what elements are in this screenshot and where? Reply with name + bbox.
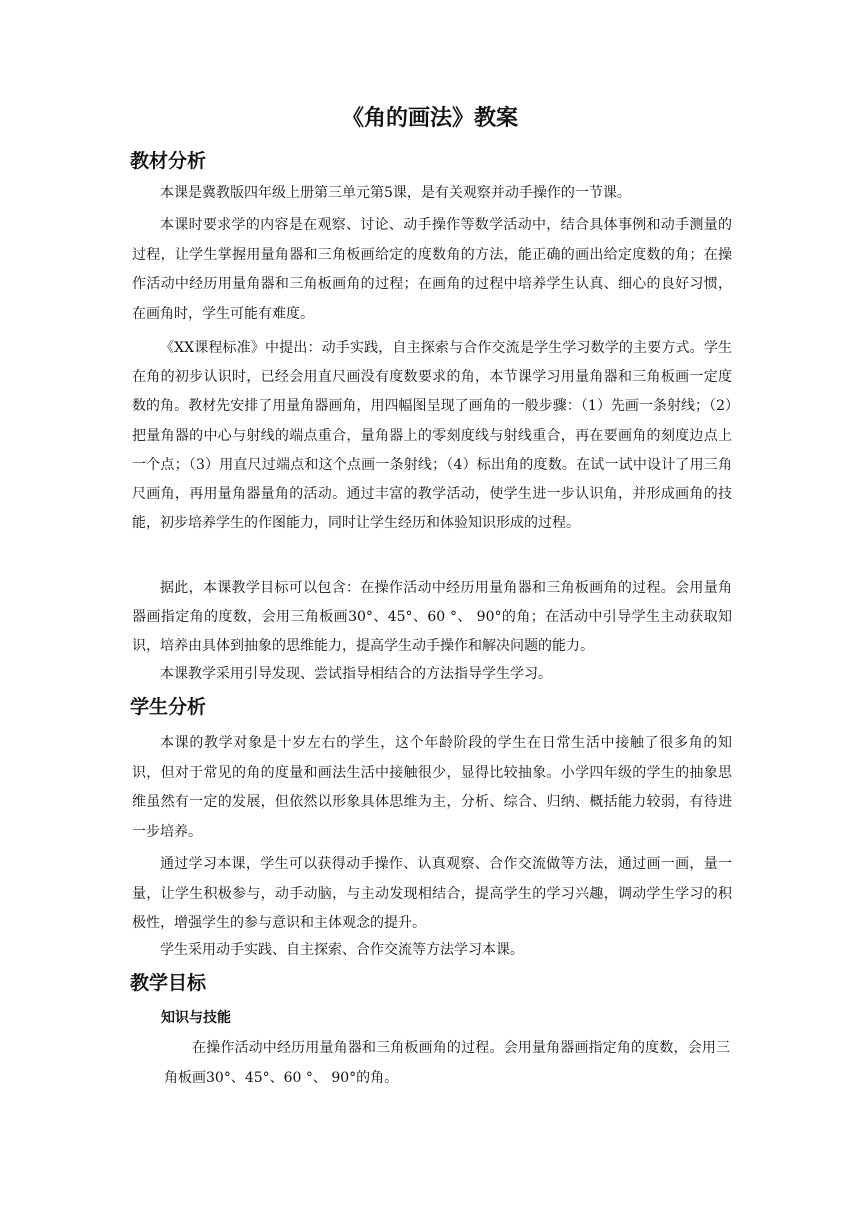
textbook-paragraph-4: 据此，本课教学目标可以包含：在操作活动中经历用量角器和三角板画角的过程。会用量角器画指定角的度数，会用三角板画30°、45°、60 °、 90°的角；在活动中引导学生主动获取知识，培养由具体到抽象的思维能力，提高学生动手操作和解决问题的能力。: [132, 580, 732, 655]
heading-student-analysis: 学生分析: [130, 696, 207, 718]
students-paragraph-1: 本课的教学对象是十岁左右的学生，这个年龄阶段的学生在日常生活中接触了很多角的知识，但对于常见的角的度量和画法生活中接触很少，显得比较抽象。小学四年级的学生的抽象思维虽然有一定的发展，但依然以形象具体思维为主，分析、综合、归纳、概括能力较弱，有待进一步培养。: [132, 735, 732, 840]
textbook-paragraph-1: 本课是冀教版四年级上册第三单元第5课，是有关观察并动手操作的一节课。: [160, 185, 631, 201]
document-title: 《角的画法》教案: [341, 106, 518, 131]
textbook-paragraph-3: 《XX课程标准》中提出：动手实践，自主探索与合作交流是学生学习数学的主要方式。学生在角的初步认识时，已经会用直尺画没有度数要求的角，本节课学习用量角器和三角板画一定度数的角。教材先安排了用量角器画角，用四幅图呈现了画角的一般步骤：（1）先画一条射线；（2）把量角器的中心与射线的端点重合，量角器上的零刻度线与射线重合，再在要画角的刻度边点上一个点；（3）用直尺过端点和这个点画一条射线；（4）标出角的度数。在试一试中设计了用三角尺画角，再用量角器量角的活动。通过丰富的教学活动，使学生进一步认识角，并形成画角的技能，初步培养学生的作图能力，同时让学生经历和体验知识形成的过程。: [132, 340, 732, 532]
subheading-knowledge-skills: 知识与技能: [161, 1010, 231, 1026]
students-paragraph-2: 通过学习本课，学生可以获得动手操作、认真观察、合作交流做等方法，通过画一画，量一量，让学生积极参与，动手动脑，与主动发现相结合，提高学生的学习兴趣，调动学生学习的积极性，增强学生的参与意识和主体观念的提升。: [132, 856, 732, 931]
textbook-paragraph-2: 本课时要求学的内容是在观察、讨论、动手操作等数学活动中，结合具体事例和动手测量的过程，让学生掌握用量角器和三角板画给定的度数角的方法，能正确的画出给定度数的角；在操作活动中经历用量角器和三角板画角的过程；在画角的过程中培养学生认真、细心的良好习惯，在画角时，学生可能有难度。: [132, 217, 732, 322]
heading-textbook-analysis: 教材分析: [130, 150, 207, 172]
goals-paragraph-1: 在操作活动中经历用量角器和三角板画角的过程。会用量角器画指定角的度数，会用三角板画30°、45°、60 °、 90°的角。: [164, 1040, 730, 1086]
students-paragraph-3: 学生采用动手实践、自主探索、合作交流等方法学习本课。: [160, 942, 524, 958]
heading-teaching-goals: 教学目标: [130, 972, 207, 994]
textbook-paragraph-5: 本课教学采用引导发现、尝试指导相结合的方法指导学生学习。: [160, 666, 552, 682]
